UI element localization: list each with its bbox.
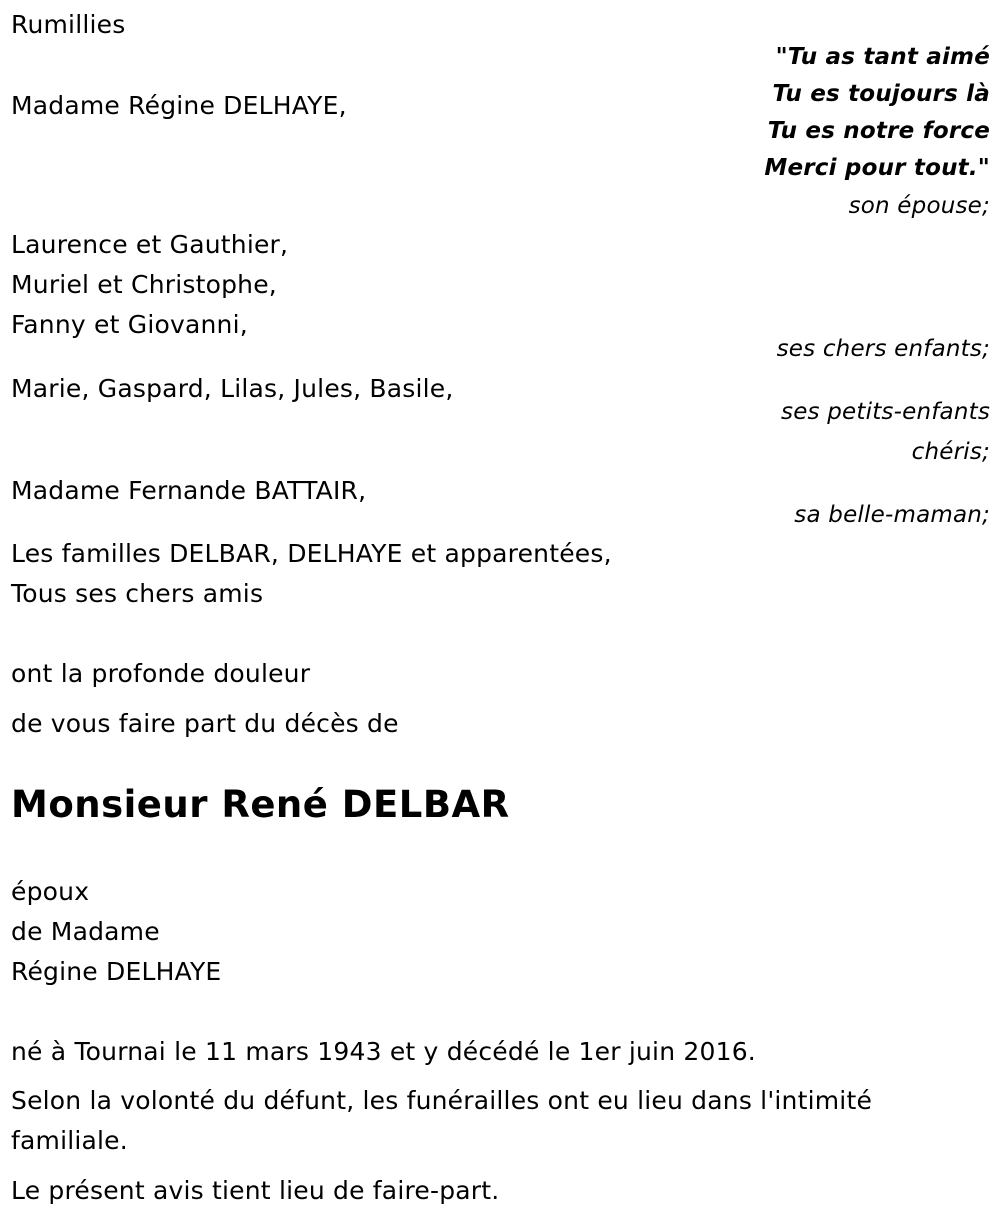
quote-line: "Tu as tant aimé <box>775 44 990 70</box>
quote-line: Tu es notre force <box>767 118 990 144</box>
friends-line: Tous ses chers amis <box>11 579 264 608</box>
grandchildren-names: Marie, Gaspard, Lilas, Jules, Basile, <box>11 374 454 403</box>
quote-line: Merci pour tout." <box>764 155 990 181</box>
quote-line: Tu es toujours là <box>772 81 990 107</box>
child-line: Fanny et Giovanni, <box>11 310 248 339</box>
relation-line: Régine DELHAYE <box>11 957 222 986</box>
announcement-line: ont la profonde douleur <box>11 659 311 688</box>
mother-in-law-name: Madame Fernande BATTAIR, <box>11 476 367 505</box>
funeral-line: Selon la volonté du défunt, les funérailles ont eu lieu dans l'intimité <box>11 1086 873 1115</box>
mother-in-law-role: sa belle-maman; <box>794 502 990 528</box>
children-role: ses chers enfants; <box>776 336 990 362</box>
child-line: Muriel et Christophe, <box>11 270 277 299</box>
families-line: Les familles DELBAR, DELHAYE et apparentées, <box>11 539 612 568</box>
relation-line: de Madame <box>11 917 160 946</box>
child-line: Laurence et Gauthier, <box>11 230 289 259</box>
spouse-role: son épouse; <box>848 193 990 219</box>
grandchildren-role: ses petits-enfants <box>781 399 990 425</box>
birth-death-line: né à Tournai le 11 mars 1943 et y décédé le 1er juin 2016. <box>11 1037 756 1066</box>
relation-line: époux <box>11 877 90 906</box>
grandchildren-role: chéris; <box>911 439 990 465</box>
spouse-name: Madame Régine DELHAYE, <box>11 91 347 120</box>
deceased-name: Monsieur René DELBAR <box>11 783 510 826</box>
announcement-line: de vous faire part du décès de <box>11 709 399 738</box>
funeral-line: familiale. <box>11 1126 128 1155</box>
notice-line: Le présent avis tient lieu de faire-part. <box>11 1176 500 1205</box>
location-text: Rumillies <box>11 10 126 39</box>
